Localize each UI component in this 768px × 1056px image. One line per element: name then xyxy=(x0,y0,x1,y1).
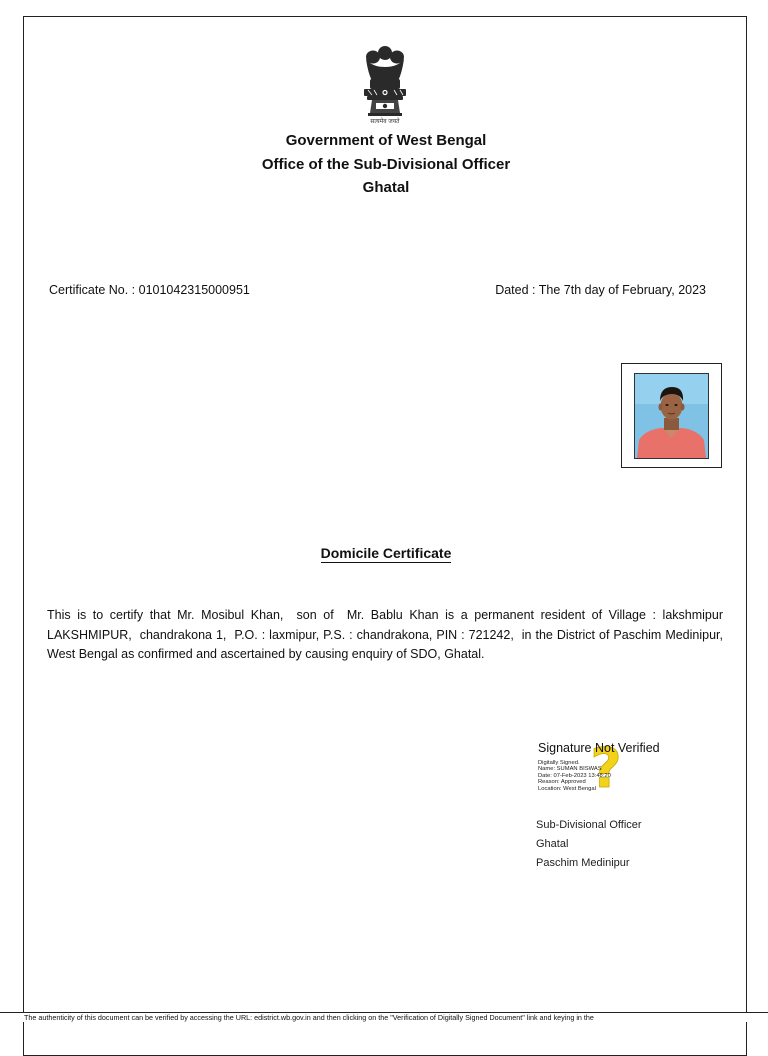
certificate-page xyxy=(23,16,747,1056)
signature-detail-line: Reason: Approved xyxy=(538,779,586,786)
national-emblem-icon xyxy=(358,43,412,127)
certificate-number-value: 0101042315000951 xyxy=(138,283,250,297)
document-title xyxy=(24,545,748,563)
svg-text:?: ? xyxy=(590,739,622,795)
signature-status: Signature Not Verified xyxy=(538,741,660,755)
signature-detail-line: Date: 07-Feb-2023 13:48:20 xyxy=(538,772,611,779)
certificate-number-label: Certificate No. : xyxy=(49,283,136,297)
officer-designation: Sub-Divisional Officer xyxy=(536,819,642,831)
signature-detail-line: Location: West Bengal xyxy=(538,785,596,792)
officer-office: Ghatal xyxy=(536,838,569,850)
signature-details xyxy=(538,760,611,792)
issue-date-value: The 7th day of February, 2023 xyxy=(538,283,706,297)
document-title-text: Domicile Certificate xyxy=(320,545,452,561)
issue-date-label: Dated : xyxy=(495,283,536,297)
photo-frame xyxy=(621,363,722,468)
emblem-motto: सत्यमेव जयते xyxy=(370,119,400,125)
certificate-number xyxy=(49,283,250,297)
officer-district: Paschim Medinipur xyxy=(536,857,630,869)
certificate-body: This is to certify that Mr. Mosibul Khan, son of Mr. Bablu Khan is a permanent resident of Village : lakshmipur LAKSHMIPUR, chandrakona 1, P.O. : laxmipur, P.S. : chandrakona, PIN : 721242, in the District of Paschim Medinipur, West Bengal as confirmed and ascertained by causing enquiry of SDO, Ghatal. xyxy=(47,608,727,661)
signature-detail-line: Name: SUMAN BISWAS xyxy=(538,766,602,773)
office-name: Office of the Sub-Divisional Officer xyxy=(261,156,511,173)
government-name: Government of West Bengal xyxy=(285,132,487,149)
signature-detail-line: Digitally Signed. xyxy=(538,760,580,766)
verification-note: The authenticity of this document can be verified by accessing the URL: edistrict.wb.gov.in and then clicking on the "Verification of Digitally Signed Document" link and keying in the xyxy=(0,1012,768,1022)
issue-date xyxy=(495,283,706,297)
office-location: Ghatal xyxy=(362,179,410,196)
applicant-photo xyxy=(634,373,709,459)
